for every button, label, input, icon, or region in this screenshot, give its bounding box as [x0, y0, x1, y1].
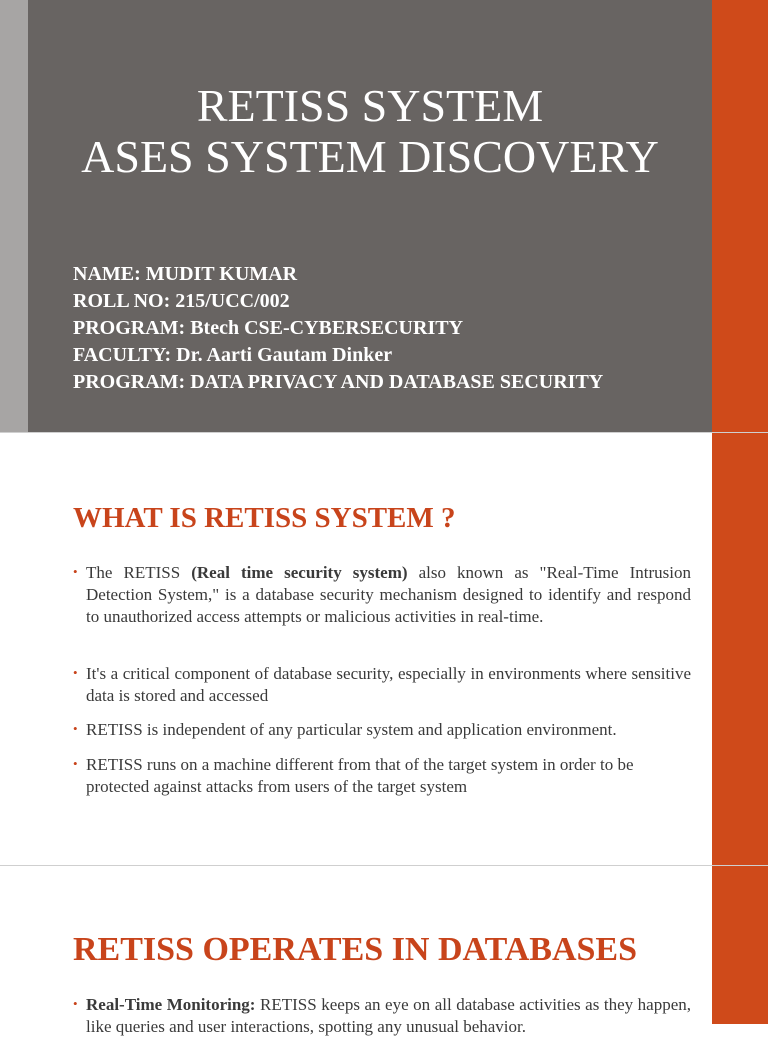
bullet-icon: • [73, 996, 78, 1011]
slide-title-line-1: RETISS SYSTEM [196, 80, 544, 131]
bullet-icon: • [73, 721, 78, 736]
list-item: • Real-Time Monitoring: RETISS keeps an eye on all database activities as they happen, like queries and user interactions, spotting any unusual behavior. [73, 995, 692, 1036]
bullet-icon: • [73, 665, 78, 680]
bold-term: Real-Time Monitoring: [86, 995, 256, 1014]
bold-term: (Real time security system) [191, 563, 408, 582]
list-item: • RETISS is independent of any particular system and application environment. [73, 720, 617, 739]
bullet-icon: • [73, 564, 78, 579]
program-line: PROGRAM: Btech CSE-CYBERSECURITY [73, 317, 464, 339]
slide-heading: RETISS OPERATES IN DATABASES [73, 931, 638, 968]
roll-number: ROLL NO: 215/UCC/002 [73, 290, 290, 312]
slide-accent-strip [712, 433, 768, 865]
list-item: • It's a critical component of database security, especially in environments where sensitive data is stored and accessed [73, 664, 691, 705]
slide-accent-strip [712, 0, 768, 432]
slide-heading: WHAT IS RETISS SYSTEM ? [73, 502, 456, 534]
slide-left-strip [0, 0, 28, 432]
author-name: NAME: MUDIT KUMAR [73, 263, 298, 285]
bullet-icon: • [73, 756, 78, 771]
list-item: • RETISS runs on a machine different from that of the target system in order to be protected against attacks from users of the target system [73, 755, 634, 796]
faculty-line: FACULTY: Dr. Aarti Gautam Dinker [73, 344, 393, 366]
content-slide-retiss-operates [0, 866, 768, 1036]
course-line: PROGRAM: DATA PRIVACY AND DATABASE SECURITY [73, 371, 604, 393]
content-slide-what-is-retiss [0, 433, 768, 865]
list-item: • The RETISS (Real time security system) also known as "Real-Time Intrusion Detection System," is a database security mechanism designed to identify and respond to unauthorized access attempts or malicious activities in real-time. [73, 563, 691, 626]
title-slide [0, 0, 768, 432]
slide-accent-strip [712, 866, 768, 1024]
slide-left-margin [0, 866, 28, 1024]
slide-left-margin [0, 433, 28, 865]
slide-title-line-2: ASES SYSTEM DISCOVERY [81, 131, 659, 182]
